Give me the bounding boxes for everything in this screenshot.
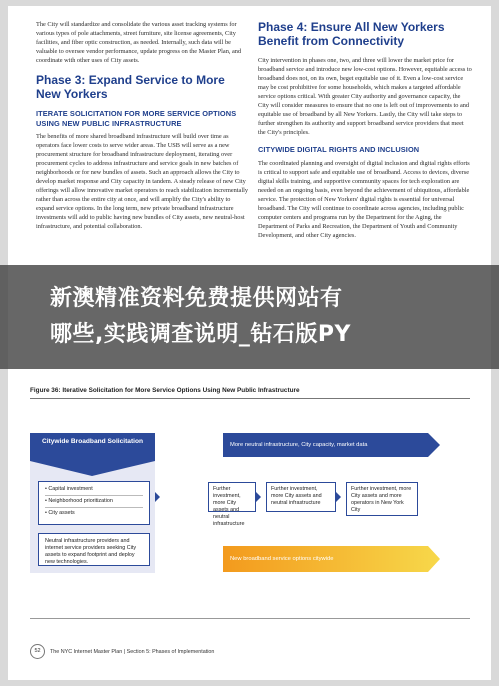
phase-3-heading: Phase 3: Expand Service to More New Yorkers: [36, 73, 225, 101]
bottom-arrow-label: New broadband service options citywide: [230, 556, 334, 562]
figure-title: Figure 36: Iterative Solicitation for More Service Options Using New Public Infrastructure: [30, 387, 300, 394]
phase-4-paragraph: City intervention in phases one, two, and three will lower the market price for broadband service and introduce new low-cost options. However, equitable access to broadband does not, on its own, beget equitable use of it. Even a low-cost service may be cost prohibitive for some households, which makes a targeted affordable service options critical. With greater City authority and governance capacity, the City will consider measures to ensure that no one is left out of improvements to and equitable use of broadband by all New Yorkers. Lastly, the City will take steps to further strengthen its authority and support broadband service providers that meet the City's principles.: [258, 57, 472, 136]
connector-arrow-1: [155, 492, 160, 502]
top-arrow-label: More neutral infrastructure, City capacity, market data: [230, 442, 368, 448]
bullet-item: • Neighborhood prioritization: [45, 495, 143, 505]
providers-box: Neutral infrastructure providers and internet service providers seeking City assets to expand footprint and deploy new technologies.: [38, 533, 150, 566]
intro-paragraph: The City will standardize and consolidate the various asset tracking systems for various types of pole attachments, street furniture, site license agreements, City facilities, and fiber optic construction, as needed. Internally, such data will be valuable to oversee vendor performance, update progress on the Master Plan, and coordinate with other uses of City assets.: [36, 21, 242, 64]
phase-4-heading: Phase 4: Ensure All New Yorkers Benefit from Connectivity: [258, 20, 445, 48]
page-number: 52: [30, 644, 45, 659]
bullet-item: • City assets: [45, 507, 143, 517]
solicitation-title: Citywide Broadband Solicitation: [41, 438, 144, 445]
phase-3-paragraph: The benefits of more shared broadband infrastructure will build over time as operators face lower costs to serve wider areas. The USB will serve as a new procurement structure for broadband infrastructure deployment, iterating over procurement cycles to address infrastructure and service goals in new batches of neighborhoods or for new bundles of assets. Such an approach allows the City to develop market response and City capacity in tandem. A steady release of new City offerings will allow innovative market operators to reach stabilization incrementally rather than across the entire city at once, and will amplify the City's ability to expand service options. In the long term, new private broadband infrastructure investments will add to public having new bundles of City assets, new neutral-host infrastructure, and potential collaboration.: [36, 133, 248, 230]
bullet-item: • Capital investment: [45, 486, 93, 492]
overlay-banner: [0, 265, 499, 369]
process-box-1: Further investment, more City assets and neutral infrastructure: [208, 482, 256, 512]
digital-rights-subheading: CITYWIDE DIGITAL RIGHTS AND INCLUSION: [258, 145, 420, 154]
connector-arrow-3: [336, 492, 341, 502]
digital-rights-paragraph: The coordinated planning and oversight of digital inclusion and digital rights efforts is critical to support safe and equitable use of broadband. Access to devices, diverse digital skills training, and supportive community spaces for tech exploration are needed on an ongoing basis, even beyond the achievement of ubiquitous, affordable service. The protection of New Yorkers' digital rights is essential for universal broadband. The City will continue to coordinate across agencies, including public computer centers and programs run by the Department for the Aging, the Department of Parks and Recreation, the Department of Youth and Community Development, and other City agencies.: [258, 159, 470, 239]
process-box-3: Further investment, more City assets and more operators in New York City: [346, 482, 418, 516]
phase-3-subheading: ITERATE SOLICITATION FOR MORE SERVICE OPTIONS USING NEW PUBLIC INFRASTRUCTURE: [36, 109, 237, 128]
connector-arrow-2: [256, 492, 261, 502]
banner-line-1: 新澳精准资料免费提供网站有: [50, 286, 343, 311]
footer-text: The NYC Internet Master Plan | Section 5: Phases of Implementation: [50, 649, 215, 655]
solicitation-bullets: [38, 481, 150, 525]
banner-line-2: 哪些,实践调查说明_钻石版PY: [50, 322, 351, 347]
process-box-2: Further investment, more City assets and neutral infrastructure: [266, 482, 336, 512]
footer-divider: [30, 618, 470, 619]
